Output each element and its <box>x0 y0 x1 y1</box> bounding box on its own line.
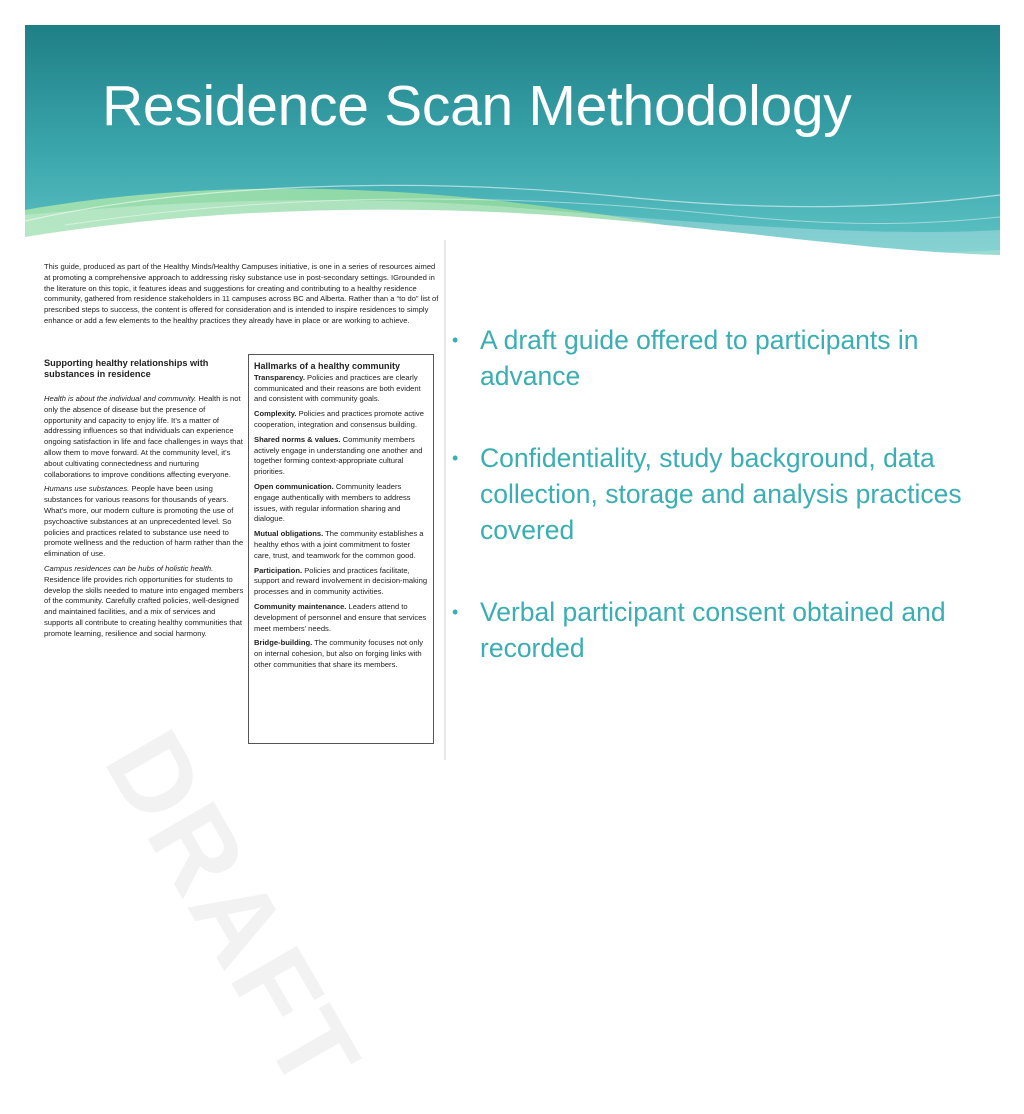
hallmarks-box <box>248 354 434 744</box>
bullet-item <box>450 440 1006 548</box>
bullet-text: A draft guide offered to participants in advance <box>480 325 919 391</box>
document-paragraph: Health is about the individual and community. Health is not only the absence of disease but the presence of opportunity and capacity to enjoy life. It’s a matter of addressing influences so that individuals can experience ongoing satisfaction in life and face challenges in ways that allow them to move forward. At the community level, it’s about cultivating connectedness and nurturing collaborations to improve conditions affecting everyone. <box>44 394 243 479</box>
bullet-marker: • <box>452 330 459 350</box>
title-banner <box>25 25 1000 260</box>
guide-document-image <box>40 240 445 1113</box>
document-paragraph: Campus residences can be hubs of holistic health. Residence life provides rich opportunities for students to develop the skills needed to mature into engaged members of the community. Carefully crafted policies, well-designed and maintained facilities, and a mix of services and supports all contribute to creating healthy communities that promote learning, resilience and social harmony. <box>44 563 244 638</box>
document-intro: This guide, produced as part of the Healthy Minds/Healthy Campuses initiative, is one in a series of resources aimed at promoting a comprehensive approach to addressing risky substance use in post-secondary settings. IGrounded in the literature on this topic, it features ideas and suggestions for creating and contributing to a healthy residence community, gathered from residence stakeholders in 11 campuses across BC and Alberta. Rather than a “to do” list of prescribed steps to success, the content is offered for consideration and is intended to inspire residences to simply enhance or add a few elements to the healthy practices they already have in place or are working to achieve. <box>44 262 439 325</box>
bullet-list <box>450 322 1006 712</box>
banner-wave-graphic <box>25 25 1000 260</box>
slide-title: Residence Scan Methodology <box>102 74 852 138</box>
document-left-column <box>44 358 244 644</box>
bullet-marker: • <box>452 448 459 468</box>
document-paragraph: Humans use substances. People have been using substances for various reasons for thousands of years. What’s more, our modern culture is promoting the use of psychoactive substances at an unprecedented level. So policies and practices related to substance use need to promote wellness and the reduction of harm rather than the elimination of use. <box>44 484 244 559</box>
hallmarks-heading: Hallmarks of a healthy community <box>254 361 401 371</box>
hallmark-item: Community maintenance. Leaders attend to development of personnel and ensure that services meet members’ needs. <box>254 601 427 633</box>
hallmark-item: Mutual obligations. The community establishes a healthy ethos with a joint commitment to foster care, trust, and teamwork for the common good. <box>254 529 424 560</box>
hallmark-item: Transparency. Policies and practices are clearly communicated and their reasons are both evident and consistent with community goals. <box>254 372 421 404</box>
draft-watermark: DRAFT <box>81 711 385 1113</box>
bullet-text: Confidentiality, study background, data collection, storage and analysis practices covered <box>480 443 962 545</box>
bullet-item <box>450 322 1006 394</box>
bullet-item <box>450 594 1006 666</box>
hallmark-item: Bridge-building. The community focuses not only on internal cohesion, but also on forging links with other communities that share its members. <box>254 638 424 669</box>
document-left-heading: Supporting healthy relationships with substances in residence <box>44 358 209 379</box>
hallmark-item: Shared norms & values. Community members actively engage in understanding one another and together forming context-appropriate cultural priorities. <box>254 434 423 477</box>
bullet-marker: • <box>452 602 459 622</box>
hallmark-item: Open communication. Community leaders engage authentically with members to address issues, with regular information sharing and dialogue. <box>254 481 411 524</box>
bullet-text: Verbal participant consent obtained and recorded <box>480 597 946 663</box>
hallmark-item: Participation. Policies and practices facilitate, support and reward involvement in decision-making processes and in community activities. <box>254 565 428 597</box>
hallmark-item: Complexity. Policies and practices promote active cooperation, integration and consensus building. <box>254 409 424 429</box>
